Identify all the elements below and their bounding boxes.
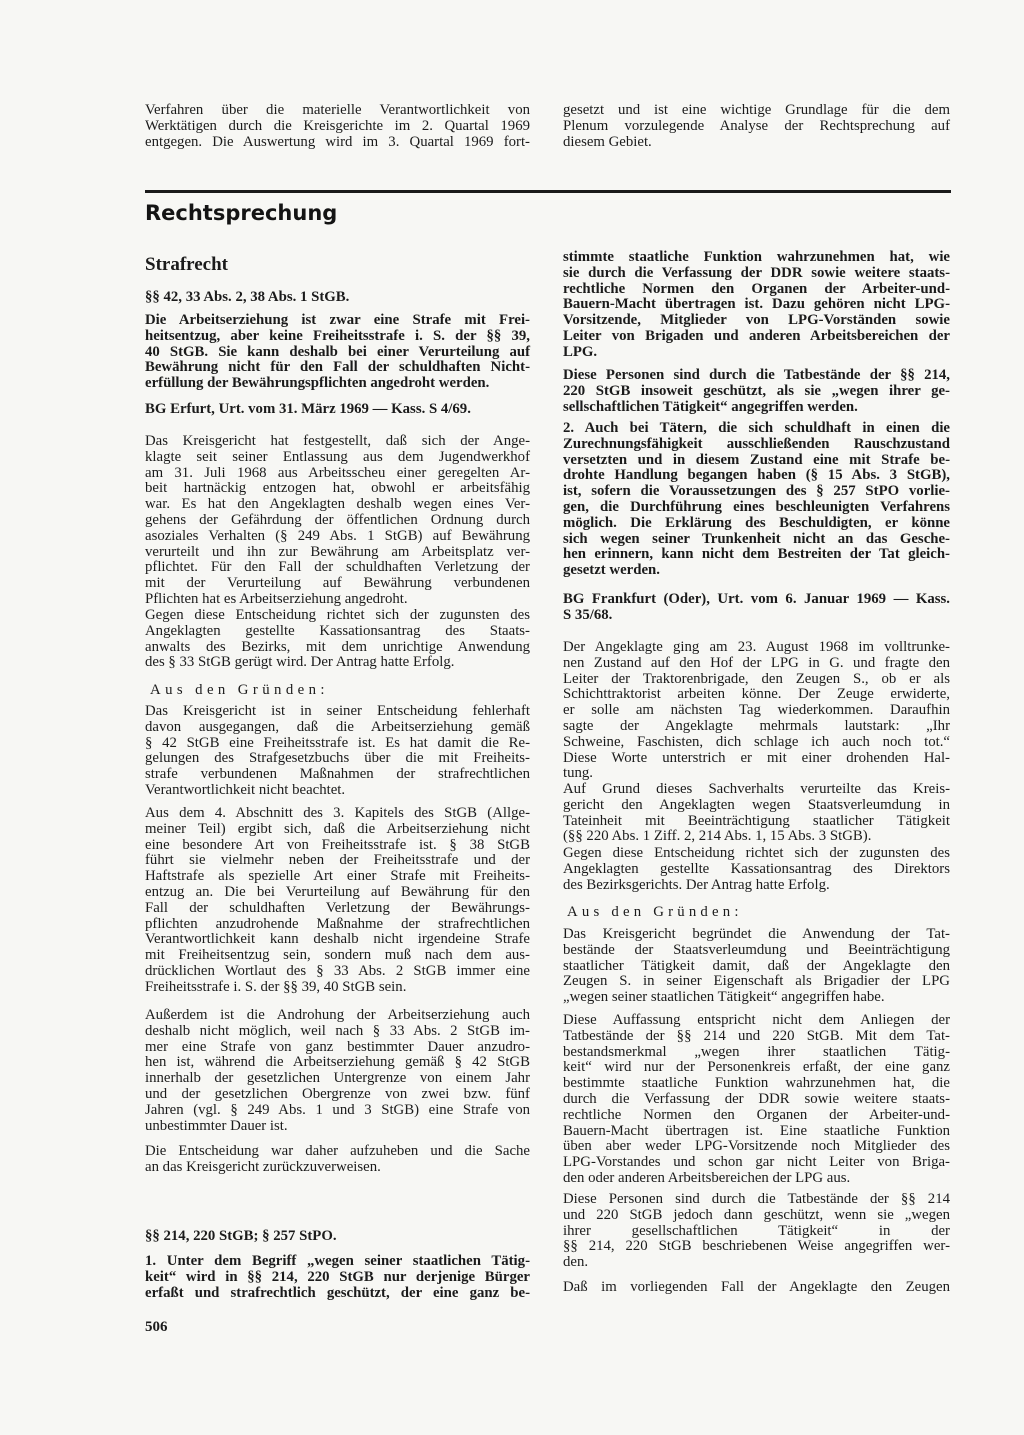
case-2-headnote-1-addendum bbox=[563, 368, 950, 415]
text-line: Das Kreisgericht hat festgestellt, daß sich der Ange- bbox=[145, 433, 530, 449]
text-line: mit der Verurteilung auf Bewährung verbundenen bbox=[145, 575, 530, 592]
text-line: S 35/68. bbox=[563, 606, 613, 623]
text-line: Auf Grund dieses Sachverhalts verurteilte das Kreis- bbox=[563, 781, 950, 797]
text-line: Tatbestände der §§ 214 und 220 StGB. Mit dem Tat- bbox=[563, 1027, 950, 1044]
text-line: gehens der Gefährdung der öffentlichen Ordnung durch bbox=[145, 511, 530, 528]
text-line: bestandsmerkmal „wegen ihrer staatlichen Tätig- bbox=[563, 1043, 950, 1060]
text-line: ihrer gesellschaftlichen Tätigkeit“ in der bbox=[563, 1222, 950, 1239]
text-line: Gegen diese Entscheidung richtet sich der zugunsten des bbox=[145, 607, 530, 623]
text-line: am 31. Juli 1968 aus Arbeitsscheu einer geregelten Ar- bbox=[145, 464, 530, 481]
text-line: Schweine, Faschisten, dich schlage ich auch noch tot.“ bbox=[563, 733, 950, 750]
text-line: pflichten anzudrohende Maßnahme der strafrechtlichen bbox=[145, 915, 530, 932]
case-2-citation bbox=[563, 592, 950, 624]
case-1-reasons-paragraph-4 bbox=[145, 1144, 530, 1176]
text-line: Das Kreisgericht begründet die Anwendung der Tat- bbox=[563, 926, 950, 942]
text-line: Jahren (vgl. § 249 Abs. 1 und 3 StGB) eine Strafe von bbox=[145, 1101, 530, 1118]
text-line: verurteilt und ihn zur Bewährung am Arbeitsplatz ver- bbox=[145, 543, 530, 560]
text-line: sie durch die Verfassung der DDR sowie weitere staats- bbox=[563, 264, 950, 281]
text-line: gesetzt und ist eine wichtige Grundlage für die dem bbox=[563, 102, 950, 118]
case-1-reasons-paragraph-2 bbox=[145, 806, 530, 996]
text-line: Diese Personen sind durch die Tatbestände der §§ 214 bbox=[563, 1191, 950, 1207]
text-line: Plenum vorzulegende Analyse der Rechtsprechung auf bbox=[563, 117, 950, 134]
text-line: Bauern-Macht übertragen ist. Eine staatliche Funktion bbox=[563, 1122, 950, 1139]
text-line: Diese Worte unterstrich er mit einer drohenden Hal- bbox=[563, 749, 950, 766]
text-line: Pflichten hat es Arbeitserziehung angedroht. bbox=[145, 590, 408, 607]
text-line: Leiter von Brigaden und anderen Arbeitsbereichen der bbox=[563, 327, 950, 344]
text-line: mer eine Strafe von ganz bestimmter Dauer anzudro- bbox=[145, 1038, 530, 1055]
text-line: Verfahren über die materielle Verantwortlichkeit von bbox=[145, 102, 530, 118]
text-line: 40 StGB. Sie kann deshalb bei einer Verurteilung auf bbox=[145, 343, 530, 360]
text-line: bestände der Staatsverleumdung und Beeinträchtigung bbox=[563, 941, 950, 958]
text-line: entgegen. Die Auswertung wird im 3. Quartal 1969 fort- bbox=[145, 133, 530, 150]
text-line: anwalts des Bezirks, mit dem unrichtige Anwendung bbox=[145, 638, 530, 655]
text-line: und 220 StGB jedoch dann geschützt, wenn sie „wegen bbox=[563, 1206, 950, 1223]
text-line: und der gesetzlichen Obergrenze von zwei bzw. fünf bbox=[145, 1085, 530, 1102]
text-line: tung. bbox=[563, 765, 594, 782]
page-number: 506 bbox=[145, 1319, 168, 1335]
text-line: sich wegen seiner Trunkenheit nicht an das Gesche- bbox=[563, 530, 950, 547]
text-line: hen ist, während die Arbeitserziehung gemäß § 42 StGB bbox=[145, 1054, 530, 1071]
text-line: Bewährung nicht für den Fall der schuldhaften Nicht- bbox=[145, 359, 530, 376]
text-line: ist, sofern die Voraussetzungen des § 257 StPO vorlie- bbox=[563, 483, 950, 500]
text-line: Leiter der Traktorenbrigade, den Zeugen S., ob er als bbox=[563, 670, 950, 687]
text-line: strafe verbundenen Maßnahmen der strafrechtlichen bbox=[145, 766, 530, 783]
text-line: LPG. bbox=[563, 343, 598, 360]
text-line: drohte Handlung begangen haben (§ 15 Abs. 3 StGB), bbox=[563, 467, 950, 484]
text-line: des Bezirksgerichts. Der Antrag hatte Erfolg. bbox=[563, 876, 830, 893]
text-line: eine besondere Art von Freiheitsstrafe ist. § 38 StGB bbox=[145, 836, 530, 853]
text-line: nen Zustand auf den Hof der LPG in G. und fragte den bbox=[563, 654, 950, 671]
text-line: diesem Gebiet. bbox=[563, 133, 652, 150]
text-line: davon ausgegangen, daß die Arbeitserziehung gemäß bbox=[145, 718, 530, 735]
text-line: Außerdem ist die Androhung der Arbeitserziehung auch bbox=[145, 1007, 530, 1023]
text-line: erfüllung der Bewährungspflichten angedroht werden. bbox=[145, 375, 490, 392]
text-line: möglich. Die Erklärung des Beschuldigten, er könne bbox=[563, 514, 950, 531]
text-line: sellschaftlichen Tätigkeit“ angegriffen werden. bbox=[563, 398, 858, 415]
case-2-reasons-paragraph-2 bbox=[563, 1013, 950, 1187]
text-line: an das Kreisgericht zurückzuverweisen. bbox=[145, 1158, 381, 1175]
text-line: Diese Personen sind durch die Tatbestände der §§ 214, bbox=[563, 367, 950, 383]
text-line: deshalb nicht möglich, weil nach § 33 Abs. 2 StGB im- bbox=[145, 1022, 530, 1039]
section-rule bbox=[145, 190, 951, 193]
text-line: Die Arbeitserziehung ist zwar eine Strafe mit Frei- bbox=[145, 312, 530, 328]
case-1-citation: BG Erfurt, Urt. vom 31. März 1969 — Kass. S 4/69. bbox=[145, 401, 471, 417]
section-title: Rechtsprechung bbox=[145, 201, 338, 225]
text-line: gesetzt werden. bbox=[563, 562, 660, 579]
text-line: Angeklagten gestellte Kassationsantrag des Staats- bbox=[145, 622, 530, 639]
case-2-reasons-paragraph-4 bbox=[563, 1280, 950, 1296]
text-line: bestimmte staatliche Funktion wahrzunehmen hat, die bbox=[563, 1075, 950, 1092]
text-line: entzug an. Die bei Verurteilung auf Bewährung für den bbox=[145, 883, 530, 900]
text-line: 220 StGB insoweit geschützt, als sie „wegen ihrer ge- bbox=[563, 382, 950, 399]
case-2-facts-paragraph-3 bbox=[563, 846, 950, 893]
text-line: Diese Auffassung entspricht nicht dem Anliegen der bbox=[563, 1012, 950, 1028]
text-line: heitsentzug, aber keine Freiheitsstrafe i. S. der §§ 39, bbox=[145, 327, 530, 344]
case-1-facts-paragraph-1 bbox=[145, 434, 530, 608]
text-line: gericht den Angeklagten wegen Staatsverleumdung in bbox=[563, 796, 950, 813]
case-1-headnote bbox=[145, 313, 530, 392]
text-line: rechtliche Normen den Organen der Arbeiter-und- bbox=[563, 280, 950, 297]
case-2-facts-paragraph-2 bbox=[563, 782, 950, 845]
case-1-norms: §§ 42, 33 Abs. 2, 38 Abs. 1 StGB. bbox=[145, 289, 350, 305]
case-1-reasons-paragraph-1 bbox=[145, 704, 530, 799]
text-line: üben aber weder LPG-Vorsitzende noch Mitglieder des bbox=[563, 1138, 950, 1155]
text-line: Tateinheit mit Beeinträchtigung staatlicher Tätigkeit bbox=[563, 812, 950, 829]
text-line: klagte seit seiner Entlassung aus dem Jugendwerkhof bbox=[145, 448, 530, 465]
case-2-headnote-1-start bbox=[145, 1254, 530, 1301]
text-line: innerhalb der gesetzlichen Untergrenze von einem Jahr bbox=[145, 1070, 530, 1087]
text-line: Fall der schuldhaften Verletzung der Bewährungs- bbox=[145, 899, 530, 916]
text-line: Zurechnungsfähigkeit ausschließenden Rauschzustand bbox=[563, 435, 950, 452]
case-2-reasons-paragraph-1 bbox=[563, 927, 950, 1006]
intro-paragraph-left bbox=[145, 103, 530, 150]
text-line: den oder anderen Arbeitsbereichen der LPG aus. bbox=[563, 1169, 851, 1186]
text-line: Gegen diese Entscheidung richtet sich der zugunsten des bbox=[563, 845, 950, 861]
text-line: sagte der Angeklagte mehrmals lautstark: „Ihr bbox=[563, 717, 950, 734]
text-line: Das Kreisgericht ist in seiner Entscheidung fehlerhaft bbox=[145, 703, 530, 719]
text-line: rechtliche Normen den Organen der Arbeiter-und- bbox=[563, 1106, 950, 1123]
text-line: war. Es hat den Angeklagten deshalb wegen eines Ver- bbox=[145, 496, 530, 513]
text-line: BG Frankfurt (Oder), Urt. vom 6. Januar 1969 — Kass. bbox=[563, 591, 950, 607]
text-line: er solle am nächsten Tag wiederkommen. Daraufhin bbox=[563, 702, 950, 719]
case-2-reasons-heading: Aus den Gründen: bbox=[567, 904, 743, 920]
text-line: beit hartnäckig entzogen hat, obwohl er arbeitsfähig bbox=[145, 480, 530, 497]
subsection-title: Strafrecht bbox=[145, 254, 229, 275]
text-line: „wegen seiner staatlichen Tätigkeit“ angegriffen habe. bbox=[563, 989, 885, 1006]
text-line: (§§ 220 Abs. 1 Ziff. 2, 214 Abs. 1, 15 Abs. 3 StGB). bbox=[563, 828, 872, 845]
text-line: erfaßt und strafrechtlich geschützt, der eine ganz be- bbox=[145, 1284, 530, 1301]
text-line: unbestimmter Dauer ist. bbox=[145, 1117, 288, 1134]
text-line: §§ 214, 220 StGB beschriebenen Weise angegriffen wer- bbox=[563, 1238, 950, 1255]
text-line: meiner Teil) ergibt sich, daß die Arbeitserziehung nicht bbox=[145, 820, 530, 837]
text-line: § 42 StGB eine Freiheitsstrafe ist. Es hat damit die Re- bbox=[145, 734, 530, 751]
text-line: hen erinnern, kann nicht dem Bestreiten der Tat gleich- bbox=[563, 546, 950, 563]
text-line: stimmte staatliche Funktion wahrzunehmen hat, wie bbox=[563, 249, 950, 265]
case-2-reasons-paragraph-3 bbox=[563, 1192, 950, 1271]
case-1-facts-paragraph-2 bbox=[145, 608, 530, 671]
text-line: durch die Verfassung der DDR sowie weitere staats- bbox=[563, 1090, 950, 1107]
text-line: Werktätigen durch die Kreisgerichte im 2. Quartal 1969 bbox=[145, 117, 530, 134]
text-line: asoziales Verhalten (§ 249 Abs. 1 StGB) auf Bewährung bbox=[145, 527, 530, 544]
text-line: Verantwortlichkeit kann deshalb nicht irgendeine Strafe bbox=[145, 931, 530, 948]
text-line: staatlicher Tätigkeit damit, daß der Angeklagte den bbox=[563, 957, 950, 974]
intro-paragraph-right bbox=[563, 103, 950, 150]
text-line: LPG-Vorstandes und schon gar nicht Leiter von Briga- bbox=[563, 1154, 950, 1171]
text-line: den. bbox=[563, 1254, 589, 1271]
text-line: 2. Auch bei Tätern, die sich schuldhaft in einen die bbox=[563, 420, 950, 436]
text-line: 1. Unter dem Begriff „wegen seiner staatlichen Tätig- bbox=[145, 1253, 530, 1269]
case-1-reasons-paragraph-3 bbox=[145, 1008, 530, 1134]
text-line: führt sie vielmehr neben der Freiheitsstrafe und der bbox=[145, 852, 530, 869]
text-line: Die Entscheidung war daher aufzuheben und die Sache bbox=[145, 1143, 530, 1159]
text-line: gen, die Durchführung eines beschleunigten Verfahrens bbox=[563, 498, 950, 515]
text-line: Haftstrafe als spezielle Art einer Strafe mit Freiheits- bbox=[145, 868, 530, 885]
case-2-norms: §§ 214, 220 StGB; § 257 StPO. bbox=[145, 1228, 337, 1244]
text-line: Aus dem 4. Abschnitt des 3. Kapitels des StGB (Allge- bbox=[145, 805, 530, 821]
text-line: Verantwortlichkeit nicht beachtet. bbox=[145, 781, 346, 798]
case-2-facts-paragraph-1 bbox=[563, 640, 950, 782]
text-line: Der Angeklagte ging am 23. August 1968 im volltrunke- bbox=[563, 639, 950, 655]
text-line: Vorsitzende, Mitglieder von LPG-Vorständen sowie bbox=[563, 312, 950, 329]
text-line: Daß im vorliegenden Fall der Angeklagte den Zeugen bbox=[563, 1279, 950, 1295]
text-line: Angeklagten gestellte Kassationsantrag des Direktors bbox=[563, 860, 950, 877]
text-line: Zeugen S. in seiner Eigenschaft als Brigadier der LPG bbox=[563, 973, 950, 990]
text-line: drücklichen Wortlaut des § 33 Abs. 2 StGB immer eine bbox=[145, 962, 530, 979]
text-line: gelungen des Strafgesetzbuchs über die mit Freiheits- bbox=[145, 750, 530, 767]
text-line: mit Freiheitsentzug sein, sondern muß nach dem aus- bbox=[145, 947, 530, 964]
text-line: Schichttraktorist arbeiten könne. Der Zeuge erwiderte, bbox=[563, 686, 950, 703]
text-line: keit“ wird in §§ 214, 220 StGB nur derjenige Bürger bbox=[145, 1268, 530, 1285]
text-line: pflichtet. Für den Fall der schuldhaften Verletzung der bbox=[145, 559, 530, 576]
text-line: des § 33 StGB gerügt wird. Der Antrag hatte Erfolg. bbox=[145, 654, 455, 671]
case-1-reasons-heading: Aus den Gründen: bbox=[150, 682, 329, 698]
text-line: keit“ wird nur der Personenkreis erfaßt, der eine ganz bbox=[563, 1059, 950, 1076]
case-2-headnote-2 bbox=[563, 421, 950, 579]
text-line: versetzten und in diesem Zustand eine mit Strafe be- bbox=[563, 451, 950, 468]
case-2-headnote-1-continued bbox=[563, 250, 950, 361]
text-line: Bauern-Macht übertragen ist. Dazu gehören nicht LPG- bbox=[563, 296, 950, 313]
text-line: Freiheitsstrafe i. S. der §§ 39, 40 StGB sein. bbox=[145, 978, 407, 995]
